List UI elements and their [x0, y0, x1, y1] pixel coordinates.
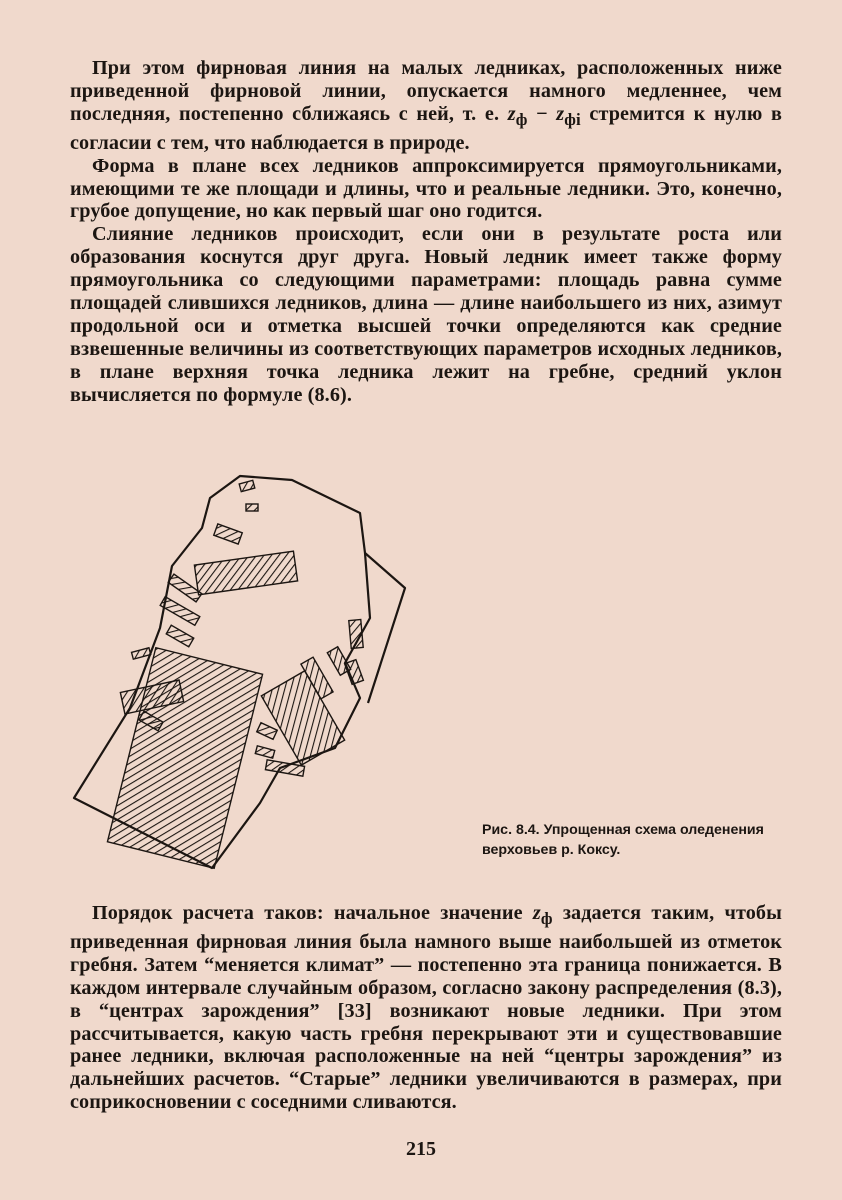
- formula-z: z: [507, 102, 516, 125]
- formula-subscript: фi: [564, 109, 581, 129]
- formula-subscript: ф: [540, 909, 553, 929]
- paragraph-text: Порядок расчета таков: начальное значение: [92, 902, 533, 924]
- glaciation-scheme-drawing: [60, 458, 440, 878]
- paragraph-text: стремится к нулю в согласии с тем, что наблюдается в природе.: [70, 102, 782, 154]
- glaciers: [107, 480, 363, 868]
- formula-z: z: [556, 102, 565, 125]
- glaciation-scheme-figure: [60, 458, 440, 878]
- paragraph-text: задается таким, чтобы приведенная фирновая линия была намного выше наибольшей из отметок гребня. Затем “меняется климат” — постепенно эта граница понижается. В каждом интервале случайным образом, согласно закону распределения (8.3), в “центрах зарождения” [33] возникают новые ледники. При этом рассчитывается, какую часть гребня перекрывают эти и существовавшие ранее ледники, включая расположенные на ней “центры зарождения” из дальнейших расчетов. “Старые” ледники увеличиваются в размерах, при соприкосновении с соседними сливаются.: [70, 902, 782, 1114]
- formula-minus: −: [527, 102, 557, 125]
- figure-caption: Рис. 8.4. Упрощенная схема оледенения верховьев р. Коксу.: [482, 822, 764, 858]
- formula-z: z: [532, 902, 541, 924]
- paragraph-shape: Форма в плане всех ледников аппроксимируется прямоугольниками, имеющими те же площади и длины, что и реальные ледники. Это, конечно, грубое допущение, но как первый шаг оно годится.: [70, 154, 782, 223]
- bottom-text-block: [70, 902, 782, 1114]
- top-text-block: [70, 57, 782, 407]
- formula-subscript: ф: [515, 109, 528, 129]
- paragraph-merging: Слияние ледников происходит, если они в результате роста или образования коснутся друг друга. Новый ледник имеет также форму прямоугольника со следующими параметрами: площадь равна сумме площадей слившихся ледников, длина — длине наибольшего из них, азимут продольной оси и отметка высшей точки определяются как средние взвешенные величины из соответствующих параметров исходных ледников, в плане верхняя точка ледника лежит на гребне, средний уклон вычисляется по формуле (8.6).: [70, 223, 782, 406]
- paragraph-firn-line: [70, 57, 782, 155]
- page-number: 215: [406, 1138, 436, 1160]
- paragraph-calculation-order: [70, 902, 782, 1114]
- paragraph-text: При этом фирновая линия на малых ледниках, расположенных ниже приведенной фирновой линии, опускается намного медленнее, чем последняя, постепенно сближаясь с ней, т. е.: [70, 57, 782, 125]
